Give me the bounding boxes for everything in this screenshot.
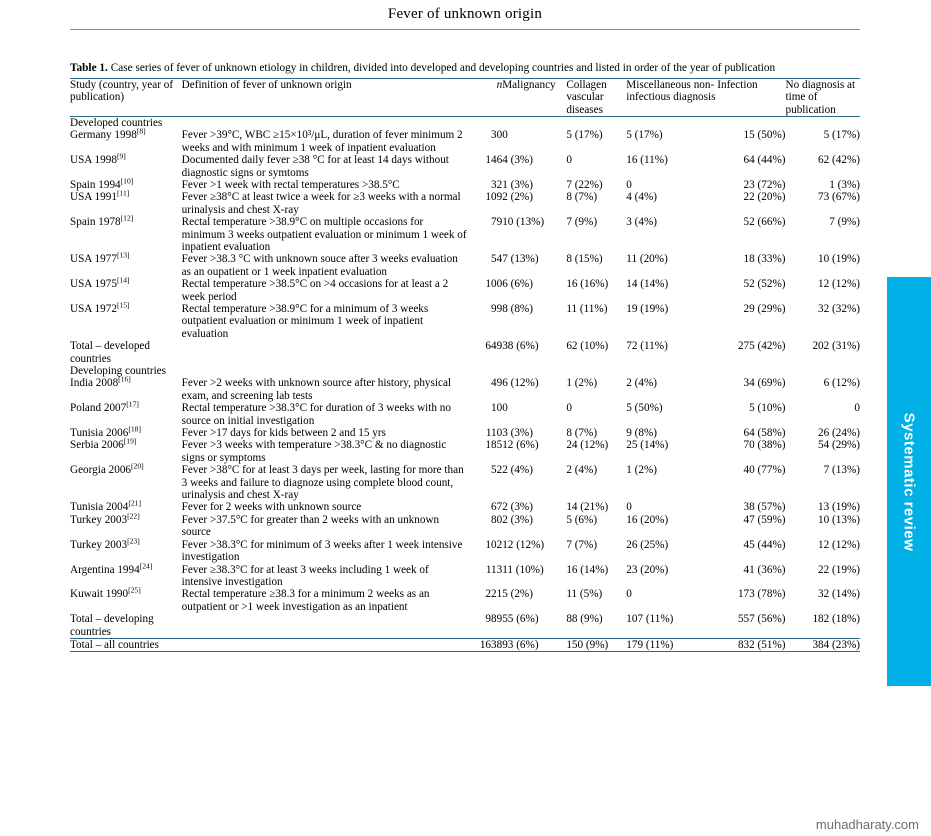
cell-infection: 52 (52%) xyxy=(743,278,786,291)
table-row xyxy=(70,439,860,464)
cell-definition: Documented daily fever ≥38 °C for at least 14 days without diagnostic signs or symtoms xyxy=(181,154,449,179)
cell-n: 67 xyxy=(491,501,503,514)
cell-study: Total – all countries xyxy=(70,638,160,651)
cell-infection: 275 (42%) xyxy=(737,340,786,353)
study-reference: [14] xyxy=(116,275,130,285)
total-row-developing xyxy=(70,613,860,638)
cell-no-diagnosis: 10 (13%) xyxy=(818,513,860,526)
cell-n: 102 xyxy=(485,538,503,551)
cell-misc: 14 (14%) xyxy=(626,278,669,291)
cell-malignancy: 55 (6%) xyxy=(502,613,539,626)
cell-no-diagnosis: 182 (18%) xyxy=(812,613,860,626)
cell-collagen: 5 (17%) xyxy=(566,129,603,142)
cell-study xyxy=(70,250,182,278)
table-body xyxy=(70,116,860,651)
cell-collagen: 14 (21%) xyxy=(566,501,609,514)
table-row xyxy=(70,588,860,613)
cell-misc: 16 (20%) xyxy=(626,513,669,526)
cell-infection: 34 (69%) xyxy=(743,377,786,390)
cell-collagen: 7 (9%) xyxy=(566,216,598,229)
cell-infection: 47 (59%) xyxy=(743,513,786,526)
cell-no-diagnosis: 0 xyxy=(854,402,860,415)
table-container xyxy=(70,62,860,652)
cell-malignancy: 0 xyxy=(502,402,508,415)
total-row-developed xyxy=(70,340,860,365)
cell-malignancy: 8 (8%) xyxy=(502,302,533,315)
cell-study xyxy=(70,511,182,539)
study-reference: [19] xyxy=(123,436,137,446)
col-header-no-diagnosis: No diagnosis at time of publication xyxy=(785,79,856,116)
study-reference: [23] xyxy=(127,535,140,545)
cell-malignancy: 2 (2%) xyxy=(502,191,533,204)
cell-n: 80 xyxy=(491,513,503,526)
cell-definition: Rectal temperature >38.9°C on multiple occasions for minimum 3 weeks outpatient evaluation or minimum 1 week of inpatient evaluation xyxy=(181,216,467,253)
cell-infection: 173 (78%) xyxy=(737,588,786,601)
table-row xyxy=(70,514,860,539)
cell-definition: Fever ≥38°C at least twice a week for ≥3 weeks with a normal urinalysis and chest X-ray xyxy=(181,191,461,216)
cell-definition: Rectal temperature >38.9°C for a minimum of 3 weeks outpatient evaluation or minimum 1 week of inpatient evaluation xyxy=(181,302,429,340)
table-row xyxy=(70,464,860,501)
cell-collagen: 7 (22%) xyxy=(566,178,603,191)
cell-study: Total – developing countries xyxy=(70,613,154,638)
cell-n: 10 xyxy=(491,402,503,415)
cell-malignancy: 0 xyxy=(502,129,508,142)
col-header-miscellaneous: Miscellaneous non-infectious diagnosis xyxy=(626,79,716,104)
cell-malignancy: 11 (10%) xyxy=(502,563,544,576)
cell-malignancy: 2 (3%) xyxy=(502,513,533,526)
cell-n: 989 xyxy=(485,613,503,626)
cell-infection: 45 (44%) xyxy=(743,538,786,551)
study-name: Georgia 2006 xyxy=(70,464,132,477)
cell-no-diagnosis: 54 (29%) xyxy=(818,439,860,452)
cell-collagen: 88 (9%) xyxy=(566,613,603,626)
study-reference: [24] xyxy=(139,560,153,570)
cell-collagen: 150 (9%) xyxy=(566,638,609,651)
cell-study xyxy=(70,399,182,427)
study-name: Argentina 1994 xyxy=(70,563,140,576)
table-row xyxy=(70,402,860,427)
cell-no-diagnosis: 32 (14%) xyxy=(818,588,860,601)
cell-n: 99 xyxy=(491,302,503,315)
cell-n: 100 xyxy=(485,278,503,291)
cell-malignancy: 93 (6%) xyxy=(502,638,539,651)
col-header-collagen: Collagen vascular diseases xyxy=(566,79,607,116)
cell-misc: 3 (4%) xyxy=(626,216,658,229)
case-series-table xyxy=(70,78,860,651)
cell-no-diagnosis: 62 (42%) xyxy=(818,154,860,167)
table-head xyxy=(70,79,860,117)
cell-misc: 25 (14%) xyxy=(626,439,669,452)
cell-n: 49 xyxy=(491,377,503,390)
study-name: Spain 1978 xyxy=(70,216,121,229)
cell-misc: 23 (20%) xyxy=(626,563,669,576)
cell-definition: Fever for 2 weeks with unknown source xyxy=(181,501,362,514)
cell-study xyxy=(70,374,182,402)
cell-n: 1638 xyxy=(479,638,503,651)
cell-misc: 179 (11%) xyxy=(626,638,674,651)
cell-infection: 29 (29%) xyxy=(743,302,786,315)
table-row xyxy=(70,253,860,278)
cell-n: 185 xyxy=(485,439,503,452)
cell-malignancy: 10 (13%) xyxy=(502,216,545,229)
cell-infection: 5 (10%) xyxy=(749,402,786,415)
cell-study xyxy=(70,498,182,514)
cell-collagen: 5 (6%) xyxy=(566,513,598,526)
cell-no-diagnosis: 1 (3%) xyxy=(829,178,860,191)
cell-study xyxy=(70,275,182,303)
cell-study xyxy=(70,585,182,613)
grand-total-row xyxy=(70,638,860,651)
cell-collagen: 2 (4%) xyxy=(566,464,598,477)
study-name: Turkey 2003 xyxy=(70,513,128,526)
table-caption xyxy=(70,62,860,75)
cell-infection: 64 (58%) xyxy=(743,427,786,440)
header-divider xyxy=(70,29,860,30)
side-tab-label: Systematic review xyxy=(900,412,918,551)
cell-definition: Fever >1 week with rectal temperatures >38.5°C xyxy=(181,178,400,191)
cell-malignancy: 3 (3%) xyxy=(502,427,533,440)
cell-infection: 70 (38%) xyxy=(743,439,786,452)
study-reference: [18] xyxy=(128,424,141,434)
study-reference: [16] xyxy=(118,374,131,384)
cell-misc: 11 (20%) xyxy=(626,253,668,266)
cell-definition: Rectal temperature >38.3°C for duration of 3 weeks with no source on initial investigation xyxy=(181,402,451,427)
cell-malignancy: 6 (6%) xyxy=(502,278,533,291)
cell-no-diagnosis: 5 (17%) xyxy=(823,129,860,142)
study-name: Serbia 2006 xyxy=(70,439,124,452)
cell-definition: Fever >37.5°C for greater than 2 weeks with an unknown source xyxy=(181,513,440,539)
cell-misc: 107 (11%) xyxy=(626,613,674,626)
cell-no-diagnosis: 6 (12%) xyxy=(823,377,860,390)
table-row xyxy=(70,303,860,340)
table-row xyxy=(70,427,860,439)
cell-no-diagnosis: 73 (67%) xyxy=(818,191,860,204)
cell-study xyxy=(70,560,182,589)
cell-n: 79 xyxy=(491,216,503,229)
cell-misc: 19 (19%) xyxy=(626,302,669,315)
cell-collagen: 8 (7%) xyxy=(566,191,598,204)
study-name: Tunisia 2004 xyxy=(70,501,129,514)
table-row xyxy=(70,129,860,154)
study-reference: [22] xyxy=(127,511,140,521)
cell-misc: 5 (17%) xyxy=(626,129,663,142)
cell-definition xyxy=(182,638,469,651)
study-name: USA 1998 xyxy=(70,154,117,167)
cell-study xyxy=(70,300,182,340)
study-reference: [25] xyxy=(128,585,141,595)
cell-definition: Rectal temperature ≥38.3 for a minimum 2 weeks as an outpatient or >1 week investigation as an inpatient xyxy=(181,588,430,613)
table-row xyxy=(70,539,860,564)
table-row xyxy=(70,191,860,216)
cell-malignancy: 6 (12%) xyxy=(502,377,539,390)
cell-malignancy: 12 (6%) xyxy=(502,439,539,452)
col-header-infection: Infection xyxy=(717,79,758,91)
cell-definition: Fever >17 days for kids between 2 and 15 yrs xyxy=(181,427,386,440)
cell-misc: 1 (2%) xyxy=(626,464,658,477)
cell-malignancy: 7 (13%) xyxy=(502,253,539,266)
cell-collagen: 0 xyxy=(566,154,572,167)
cell-misc: 0 xyxy=(626,501,632,514)
study-name: Germany 1998 xyxy=(70,129,137,142)
col-header-malignancy: Malignancy xyxy=(502,79,556,91)
table-row xyxy=(70,216,860,253)
cell-malignancy: 12 (12%) xyxy=(502,538,545,551)
cell-definition xyxy=(182,613,469,638)
cell-infection: 18 (33%) xyxy=(743,253,786,266)
cell-no-diagnosis: 12 (12%) xyxy=(818,538,860,551)
study-reference: [12] xyxy=(120,213,134,223)
cell-collagen: 8 (7%) xyxy=(566,427,598,440)
cell-infection: 41 (36%) xyxy=(743,563,786,576)
study-name: Turkey 2003 xyxy=(70,538,128,551)
cell-n: 221 xyxy=(485,588,503,601)
table-row xyxy=(70,179,860,191)
study-name: USA 1977 xyxy=(70,253,117,266)
cell-infection: 40 (77%) xyxy=(743,464,786,477)
cell-n: 110 xyxy=(485,427,503,440)
cell-no-diagnosis: 202 (31%) xyxy=(812,340,860,353)
table-row xyxy=(70,278,860,303)
group-header-row xyxy=(70,116,860,129)
cell-study xyxy=(70,461,182,501)
cell-no-diagnosis: 32 (32%) xyxy=(818,302,860,315)
page-title: Fever of unknown origin xyxy=(387,6,543,22)
cell-definition: Fever >38.3 °C with unknown souce after 3 weeks evaluation as an oupatient or 1 week inpatient evaluation xyxy=(181,253,458,278)
cell-infection: 15 (50%) xyxy=(743,129,786,142)
study-name: Kuwait 1990 xyxy=(70,588,129,601)
study-name: Poland 2007 xyxy=(70,402,127,415)
cell-no-diagnosis: 7 (9%) xyxy=(829,216,860,229)
cell-no-diagnosis: 13 (19%) xyxy=(818,501,860,514)
cell-collagen: 11 (5%) xyxy=(566,588,603,601)
table-row xyxy=(70,377,860,402)
cell-misc: 5 (50%) xyxy=(626,402,663,415)
cell-collagen: 1 (2%) xyxy=(566,377,598,390)
cell-malignancy: 5 (2%) xyxy=(502,588,533,601)
table-bottom-rule xyxy=(70,651,860,652)
cell-infection: 38 (57%) xyxy=(743,501,786,514)
table-caption-text: Case series of fever of unknown etiology in children, divided into developed and developing countries and listed in order of the year of publication xyxy=(107,62,776,74)
cell-definition: Fever >38.3°C for minimum of 3 weeks after 1 week intensive investigation xyxy=(181,538,463,564)
cell-n: 52 xyxy=(491,464,503,477)
cell-infection: 557 (56%) xyxy=(737,613,786,626)
table-row xyxy=(70,564,860,589)
col-header-study: Study (country, year of publication) xyxy=(70,79,174,104)
cell-infection: 23 (72%) xyxy=(743,178,786,191)
cell-collagen: 16 (16%) xyxy=(566,278,609,291)
cell-infection: 22 (20%) xyxy=(743,191,786,204)
group-label-developing: Developing countries xyxy=(70,365,167,378)
table-caption-label: Table 1. xyxy=(70,62,108,74)
study-reference: [9] xyxy=(116,151,126,161)
cell-misc: 0 xyxy=(626,588,632,601)
cell-definition: Rectal temperature >38.5°C on >4 occasions for at least a 2 week period xyxy=(181,278,449,303)
cell-malignancy: 4 (3%) xyxy=(502,154,533,167)
study-name: USA 1991 xyxy=(70,191,117,204)
study-reference: [15] xyxy=(116,300,130,310)
header-row xyxy=(70,79,860,117)
cell-malignancy: 38 (6%) xyxy=(502,340,539,353)
cell-no-diagnosis: 7 (13%) xyxy=(823,464,860,477)
group-header-row xyxy=(70,365,860,377)
cell-n: 30 xyxy=(491,129,503,142)
cell-n: 146 xyxy=(485,154,503,167)
cell-n: 649 xyxy=(485,340,503,353)
cell-malignancy: 2 (3%) xyxy=(502,501,533,514)
cell-infection: 52 (66%) xyxy=(743,216,786,229)
study-reference: [11] xyxy=(116,188,130,198)
cell-no-diagnosis: 12 (12%) xyxy=(818,278,860,291)
cell-malignancy: 1 (3%) xyxy=(502,178,533,191)
cell-misc: 2 (4%) xyxy=(626,377,658,390)
cell-definition: Fever >39°C, WBC ≥15×10³/μL, duration of fever minimum 2 weeks and with minimum 1 week of inpatient evaluation xyxy=(181,129,463,154)
cell-malignancy: 2 (4%) xyxy=(502,464,533,477)
cell-study xyxy=(70,436,182,464)
cell-study xyxy=(70,535,182,564)
col-header-definition: Definition of fever of unknown origin xyxy=(181,79,352,91)
cell-collagen: 16 (14%) xyxy=(566,563,609,576)
cell-misc: 16 (11%) xyxy=(626,154,668,167)
watermark: muhadharaty.com xyxy=(815,817,919,832)
cell-definition: Fever >3 weeks with temperature >38.3°C & no diagnostic signs or symptoms xyxy=(181,439,447,464)
cell-definition: Fever ≥38.3°C for at least 3 weeks including 1 week of intensive investigation xyxy=(181,563,429,588)
cell-n: 113 xyxy=(485,563,503,576)
study-reference: [20] xyxy=(131,461,144,471)
cell-no-diagnosis: 10 (19%) xyxy=(818,253,860,266)
cell-misc: 9 (8%) xyxy=(626,427,658,440)
cell-study: Total – developed countries xyxy=(70,340,150,365)
cell-misc: 72 (11%) xyxy=(626,340,668,353)
cell-n: 32 xyxy=(491,178,503,191)
cell-collagen: 62 (10%) xyxy=(566,340,609,353)
cell-definition: Fever >38°C for at least 3 days per week, lasting for more than 3 weeks and failure to diagnoze using complete blood count, urinalysis and chest X-ray xyxy=(181,464,464,502)
study-reference: [13] xyxy=(116,250,130,260)
study-reference: [8] xyxy=(136,126,146,136)
study-name: USA 1975 xyxy=(70,278,117,291)
study-reference: [21] xyxy=(128,498,141,508)
cell-collagen: 24 (12%) xyxy=(566,439,609,452)
cell-study xyxy=(70,188,182,216)
cell-definition: Fever >2 weeks with unknown source after history, physical exam, and screening lab tests xyxy=(181,377,452,402)
cell-definition xyxy=(182,340,469,365)
group-label-developed: Developed countries xyxy=(70,116,163,129)
cell-n: 109 xyxy=(485,191,503,204)
cell-study xyxy=(70,151,182,179)
cell-no-diagnosis: 26 (24%) xyxy=(818,427,860,440)
study-name: India 2008 xyxy=(70,377,119,390)
cell-misc: 0 xyxy=(626,178,632,191)
cell-no-diagnosis: 22 (19%) xyxy=(818,563,860,576)
study-reference: [10] xyxy=(120,176,134,186)
study-name: Spain 1994 xyxy=(70,178,121,191)
col-header-n: n xyxy=(496,79,503,91)
table-row xyxy=(70,501,860,513)
cell-infection: 832 (51%) xyxy=(737,638,786,651)
cell-collagen: 0 xyxy=(566,402,572,415)
cell-no-diagnosis: 384 (23%) xyxy=(812,638,860,651)
study-name: Tunisia 2006 xyxy=(70,427,129,440)
cell-collagen: 11 (11%) xyxy=(566,302,608,315)
table-row xyxy=(70,154,860,179)
study-name: USA 1972 xyxy=(70,302,117,315)
cell-infection: 64 (44%) xyxy=(743,154,786,167)
cell-n: 54 xyxy=(491,253,503,266)
study-reference: [17] xyxy=(126,399,139,409)
cell-collagen: 7 (7%) xyxy=(566,538,598,551)
running-head xyxy=(70,6,860,23)
cell-misc: 26 (25%) xyxy=(626,538,669,551)
cell-study xyxy=(70,213,182,253)
cell-collagen: 8 (15%) xyxy=(566,253,603,266)
section-side-tab xyxy=(887,277,931,686)
cell-study xyxy=(70,126,182,154)
cell-misc: 4 (4%) xyxy=(626,191,658,204)
